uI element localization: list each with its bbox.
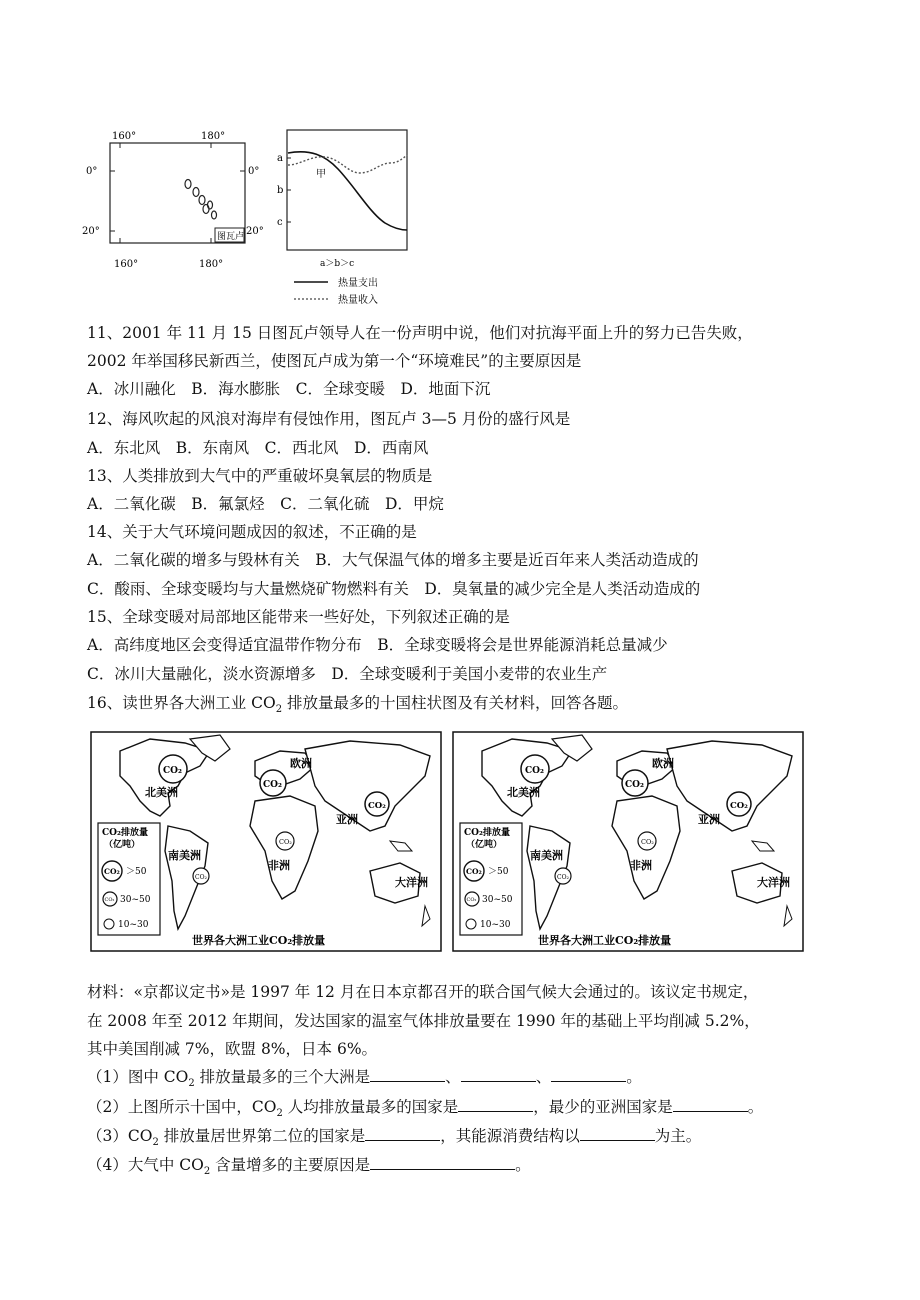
- map-lat-left-20: 20°: [82, 226, 100, 237]
- answer-blank[interactable]: [370, 1066, 445, 1082]
- legend-item-small: 10~30: [480, 920, 511, 930]
- q11-line1: 11、2001 年 11 月 15 日图瓦卢领导人在一份声明中说，他们对抗海平面上升的努力已告失败，: [87, 324, 753, 342]
- axis-letter-c: c: [277, 217, 283, 228]
- label-south-america: 南美洲: [168, 849, 201, 862]
- legend-item-medium: 30~50: [482, 895, 513, 905]
- q15-options-2: C．冰川大量融化，淡水资源增多 D．全球变暖利于美国小麦带的农业生产: [87, 665, 608, 683]
- co2-bubble-label: CO₂: [641, 838, 654, 846]
- co2-bubble-label: CO₂: [625, 780, 644, 790]
- q12-options: A．东北风 B．东南风 C．西北风 D．西南风: [87, 439, 429, 457]
- legend-item-small: 10~30: [118, 920, 149, 930]
- sub-question-1: （1）图中 $CO_2$ 排放量最多的三个大洲是 、 、 。: [87, 1068, 642, 1090]
- map-title: 世界各大洲工业CO₂排放量: [538, 934, 672, 947]
- co2-bubble-label: CO₂: [557, 874, 569, 881]
- label-europe: 欧洲: [290, 757, 312, 770]
- q11-line2: 2002 年举国移民新西兰，使图瓦卢成为第一个“环境难民”的主要原因是: [87, 352, 582, 370]
- answer-blank[interactable]: [461, 1066, 536, 1082]
- label-asia: 亚洲: [698, 813, 720, 826]
- legend-item-medium: 30~50: [120, 895, 151, 905]
- label-asia: 亚洲: [336, 813, 358, 826]
- q13-stem: 13、人类排放到大气中的严重破坏臭氧层的物质是: [87, 467, 433, 485]
- co2-bubble-label: CO₂: [368, 801, 386, 811]
- sub-question-2: （2）上图所示十国中，$CO_2$ 人均排放量最多的国家是 ，最少的亚洲国家是 。: [87, 1098, 764, 1120]
- label-oceania: 大洋洲: [757, 876, 790, 889]
- label-europe: 欧洲: [652, 757, 674, 770]
- q15-stem: 15、全球变暖对局部地区能带来一些好处，下列叙述正确的是: [87, 608, 510, 626]
- material-line3: 其中美国削减 7%，欧盟 8%，日本 6%。: [87, 1040, 378, 1058]
- legend-title-1: CO₂排放量: [102, 828, 148, 838]
- q16-stem: 16、读世界各大洲工业 $CO_2$ 排放量最多的十国柱状图及有关材料，回答各题。: [87, 694, 629, 716]
- heat-income-curve: [288, 155, 407, 173]
- axis-letter-b: b: [277, 185, 284, 196]
- world-map-left: [90, 731, 442, 952]
- legend-bubble-label: CO₂: [466, 897, 477, 903]
- map-lon-bottom-180: 180°: [199, 259, 224, 270]
- answer-blank[interactable]: [673, 1096, 748, 1112]
- curve-label: 甲: [316, 169, 326, 180]
- map-lat-right-20: 20°: [246, 226, 264, 237]
- label-south-america: 南美洲: [530, 849, 563, 862]
- material-line1: 材料：«京都议定书»是 1997 年 12 月在日本京都召开的联合国气候大会通过的。该议定书规定，: [87, 983, 759, 1001]
- co2-bubble-label: CO₂: [195, 874, 207, 881]
- legend-item-large: ＞50: [126, 867, 147, 877]
- q15-options-1: A．高纬度地区会变得适宜温带作物分布 B．全球变暖将会是世界能源消耗总量减少: [87, 636, 668, 654]
- map-lat-right-0: 0°: [248, 166, 260, 177]
- q14-stem: 14、关于大气环境问题成因的叙述，不正确的是: [87, 523, 417, 541]
- map-lon-top-160: 160°: [112, 131, 137, 142]
- answer-blank[interactable]: [580, 1125, 655, 1141]
- label-oceania: 大洋洲: [395, 876, 428, 889]
- map-title: 世界各大洲工业CO₂排放量: [192, 934, 326, 947]
- legend-bubble-label: CO₂: [104, 897, 115, 903]
- legend-title-2: （亿吨）: [466, 840, 503, 850]
- map-lon-bottom-160: 160°: [114, 259, 139, 270]
- material-line2: 在 2008 年至 2012 年期间，发达国家的温室气体排放量要在 1990 年的基础上平均削减 5.2%，: [87, 1012, 760, 1030]
- co2-bubble-label: CO₂: [279, 838, 292, 846]
- answer-blank[interactable]: [365, 1125, 440, 1141]
- heat-graph-frame: [287, 130, 407, 250]
- label-north-america: 北美洲: [145, 786, 178, 799]
- sub-question-4: （4）大气中 $CO_2$ 含量增多的主要原因是 。: [87, 1156, 531, 1178]
- q14-options-1: A．二氧化碳的增多与毁林有关 B．大气保温气体的增多主要是近百年来人类活动造成的: [87, 551, 699, 569]
- sub-question-3: $(3)CO_2$ 排放量居世界第二位的国家是 ，其能源消费结构以 为主。: [87, 1127, 702, 1149]
- answer-blank[interactable]: [370, 1154, 515, 1170]
- axis-note: a＞b＞c: [320, 259, 355, 269]
- legend-title-2: （亿吨）: [104, 840, 141, 850]
- co2-bubble-label: CO₂: [263, 780, 282, 790]
- q14-options-2: C．酸雨、全球变暖均与大量燃烧矿物燃料有关 D．臭氧量的减少完全是人类活动造成的: [87, 580, 701, 598]
- q13-options: A．二氧化碳 B．氟氯烃 C．二氧化硫 D．甲烷: [87, 495, 444, 513]
- label-north-america: 北美洲: [507, 786, 540, 799]
- map-lat-left-0: 0°: [86, 166, 98, 177]
- co2-bubble-label: CO₂: [730, 801, 748, 811]
- legend-item-large: ＞50: [488, 867, 509, 877]
- map-lon-top-180: 180°: [201, 131, 226, 142]
- islands-icon: [185, 180, 217, 220]
- tuvalu-figure: [80, 125, 420, 310]
- q12-stem: 12、海风吹起的风浪对海岸有侵蚀作用，图瓦卢 3—5 月份的盛行风是: [87, 410, 571, 428]
- q11-options: A．冰川融化 B．海水膨胀 C．全球变暖 D．地面下沉: [87, 380, 491, 398]
- world-map-right: [452, 731, 804, 952]
- answer-blank[interactable]: [458, 1096, 533, 1112]
- legend-income: 热量收入: [338, 295, 378, 306]
- answer-blank[interactable]: [551, 1066, 626, 1082]
- label-africa: 非洲: [630, 859, 652, 872]
- co2-bubble-label: CO₂: [525, 766, 544, 776]
- legend-bubble-label: CO₂: [466, 867, 482, 876]
- legend-expenditure: 热量支出: [338, 278, 378, 289]
- axis-letter-a: a: [277, 153, 283, 164]
- legend-title-1: CO₂排放量: [464, 828, 510, 838]
- co2-bubble-label: CO₂: [163, 766, 182, 776]
- label-africa: 非洲: [268, 859, 290, 872]
- legend-bubble-label: CO₂: [104, 867, 120, 876]
- map-label: 图瓦卢: [217, 232, 245, 242]
